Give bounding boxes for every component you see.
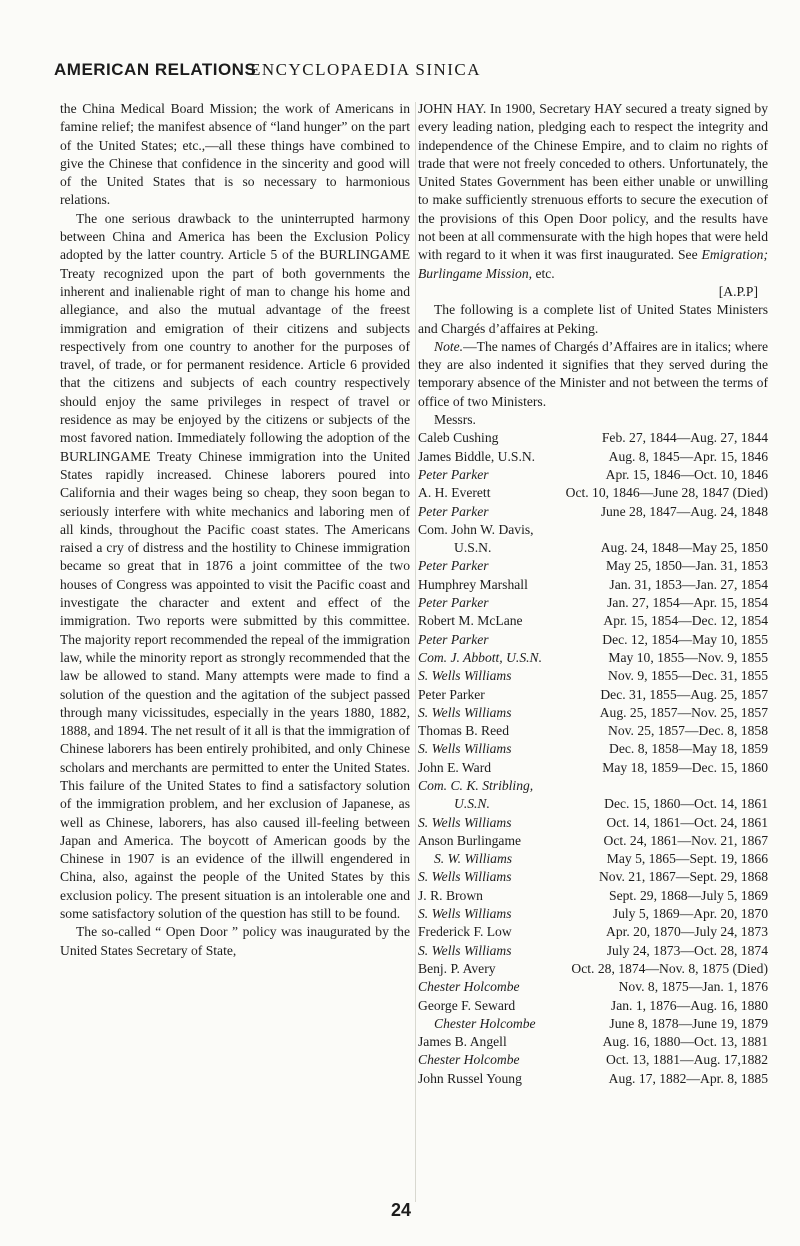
minister-row xyxy=(418,521,768,539)
minister-name: Peter Parker xyxy=(418,503,489,519)
minister-row xyxy=(418,850,768,868)
minister-row xyxy=(418,503,768,521)
minister-name: Peter Parker xyxy=(418,631,489,647)
minister-row xyxy=(418,868,768,886)
minister-name: James Biddle, U.S.N. xyxy=(418,448,536,464)
minister-row xyxy=(418,960,768,978)
minister-name: Frederick F. Low xyxy=(418,924,512,940)
minister-row xyxy=(418,832,768,850)
minister-dates: Dec. 12, 1854—May 10, 1855 xyxy=(602,631,768,647)
minister-name: S. Wells Williams xyxy=(418,942,512,958)
minister-row xyxy=(418,448,768,466)
minister-dates: Aug. 16, 1880—Oct. 13, 1881 xyxy=(602,1034,768,1050)
minister-row xyxy=(418,704,768,722)
minister-name: Anson Burlingame xyxy=(418,832,522,848)
minister-row xyxy=(418,594,768,612)
minister-dates: June 8, 1878—June 19, 1879 xyxy=(609,1015,768,1031)
minister-row xyxy=(418,466,768,484)
left-paragraph-1: the China Medical Board Mission; the work of Americans in famine relief; the manifest absence of “land hunger” on the part of the United States; etc.,—all these things have combined to give the Chinese that confidence in the sincerity and good will of the United States that is so necessary to harmonious relations. xyxy=(60,101,410,208)
author-signature: [A.P.P] xyxy=(718,283,758,299)
minister-name: S. Wells Williams xyxy=(418,906,512,922)
minister-name: U.S.N. xyxy=(454,540,492,556)
minister-name: S. Wells Williams xyxy=(418,814,512,830)
minister-name: John Russel Young xyxy=(418,1070,522,1086)
right-paragraph-1 xyxy=(418,100,768,283)
minister-dates: May 18, 1859—Dec. 15, 1860 xyxy=(602,759,768,775)
minister-dates: Oct. 10, 1846—June 28, 1847 (Died) xyxy=(565,485,768,501)
minister-name: Thomas B. Reed xyxy=(418,723,509,739)
minister-dates: Feb. 27, 1844—Aug. 27, 1844 xyxy=(601,430,768,446)
john-hay-lead: JOHN HAY. xyxy=(418,101,487,116)
messrs-label: Messrs. xyxy=(434,412,476,428)
open-door-text: In 1900, Secretary HAY secured a treaty signed by every leading nation, pledging each to respect the integrity and independence of the Chinese Empire, and to claim no rights of trade that were not freely conceded to others. Unfortunately, the United States Government has been either unable or unwilling to make sufficiently strenuous efforts to secure the execution of the provisions of this Open Door policy, and the results have not been at all commensurate with the high hopes that were held with regard to it when it was first inaugurated. xyxy=(418,101,768,263)
minister-row xyxy=(418,612,768,630)
minister-row xyxy=(418,1070,768,1088)
minister-row xyxy=(418,576,768,594)
minister-dates: Dec. 15, 1860—Oct. 14, 1861 xyxy=(604,796,768,812)
minister-row xyxy=(418,649,768,667)
minister-dates: Sept. 29, 1868—July 5, 1869 xyxy=(609,887,768,903)
minister-dates: June 28, 1847—Aug. 24, 1848 xyxy=(600,503,768,519)
minister-row xyxy=(418,686,768,704)
minister-row xyxy=(418,667,768,685)
minister-row xyxy=(418,814,768,832)
minister-dates: Jan. 31, 1853—Jan. 27, 1854 xyxy=(609,576,768,592)
minister-name: Peter Parker xyxy=(418,466,489,482)
see-label: See xyxy=(674,247,702,263)
minister-name: S. W. Williams xyxy=(434,851,513,867)
minister-row xyxy=(418,539,768,557)
minister-dates: May 5, 1865—Sept. 19, 1866 xyxy=(606,851,768,867)
see-references: Emigration; Burlingame Mission, xyxy=(418,247,768,281)
page-number: 24 xyxy=(390,1200,412,1220)
minister-dates: Oct. 28, 1874—Nov. 8, 1875 (Died) xyxy=(571,960,768,976)
minister-name: S. Wells Williams xyxy=(418,668,512,684)
minister-name: S. Wells Williams xyxy=(418,704,512,720)
minister-name: A. H. Everett xyxy=(418,485,491,501)
minister-row xyxy=(418,777,768,795)
left-paragraph-2: The one serious drawback to the uninterrupted harmony between China and America has been the Exclusion Policy adopted by the latter country. Article 5 of the BURLINGAME Treaty recognized upon the part of both governments the inherent and inalienable right of man to change his home and allegiance, and also the mutual advantage of the freest immigration and emigration of their citizens and subjects respectively from one country to another for the purposes of travel, of trade, or for permanent residence. Article 6 provided that the citizens and subjects of each country respectively should enjoy the same privileges in respect of travel or residence as may be enjoyed by the citizens or subjects of the most favored nation. Immediately following the adoption of the BURLINGAME Treaty Chinese immigration into the United States rapidly increased. Chinese laborers poured into California and their wages being so cheap, they soon began to seriously interfere with white mechanics and laboring men of all kinds, throughout the Pacific coast states. The Americans raised a cry of distress and the hostility to Chinese immigration became so great that in 1876 a joint committee of the two houses of Congress was appointed to visit the Pacific coast and investigate the character and extent and effect of the immigration. Two reports were submitted by this committee. The majority report recommended the repeal of the immigration law, while the minority report as strongly recommended that the law be allowed to stand. Many attempts were made to find a solution of the question and the agitation of the subject passed through many vicissitudes, especially in the years 1880, 1882, 1888, and 1894. The net result of it all is that the immigration of Chinese laborers has been entirely prohibited, and only Chinese scholars and merchants are permitted to enter the United States. This failure of the United States to find a satisfactory solution of the immigration problem, and her exclusion of Japanese, as well as Chinese, laborers, has also caused ill-feeling between Japan and America. The boycott of American goods by the Chinese in 1907 is an evidence of the illwill engendered in China, also, against the people of the United States by this exclusion policy. The present situation is an intolerable one and some satisfactory solution of the question has still to be found. xyxy=(60,210,410,922)
running-header xyxy=(54,60,754,84)
minister-row xyxy=(418,722,768,740)
minister-name: Robert M. McLane xyxy=(418,613,523,629)
minister-name: Peter Parker xyxy=(418,558,489,574)
left-column xyxy=(60,100,410,960)
section-title: AMERICAN RELATIONS xyxy=(54,60,257,79)
minister-dates: Oct. 13, 1881—Aug. 17,1882 xyxy=(606,1052,768,1068)
minister-name: Caleb Cushing xyxy=(418,430,499,446)
minister-row xyxy=(418,795,768,813)
minister-name: Peter Parker xyxy=(418,686,485,702)
minister-row xyxy=(418,887,768,905)
minister-name: Chester Holcombe xyxy=(418,979,520,995)
minister-dates: July 5, 1869—Apr. 20, 1870 xyxy=(612,906,768,922)
minister-dates: Aug. 17, 1882—Apr. 8, 1885 xyxy=(608,1070,768,1086)
minister-dates: Apr. 20, 1870—July 24, 1873 xyxy=(606,924,768,940)
minister-name: Com. John W. Davis, xyxy=(418,521,534,537)
minister-name: Chester Holcombe xyxy=(434,1015,536,1031)
minister-dates: May 10, 1855—Nov. 9, 1855 xyxy=(608,649,768,665)
minister-dates: Jan. 1, 1876—Aug. 16, 1880 xyxy=(610,997,768,1013)
minister-row xyxy=(418,429,768,447)
minister-row xyxy=(418,1015,768,1033)
minister-dates: Jan. 27, 1854—Apr. 15, 1854 xyxy=(607,595,768,611)
minister-dates: Nov. 25, 1857—Dec. 8, 1858 xyxy=(608,723,768,739)
minister-dates: Dec. 31, 1855—Aug. 25, 1857 xyxy=(600,686,768,702)
minister-name: Com. J. Abbott, U.S.N. xyxy=(418,649,542,665)
minister-name: Peter Parker xyxy=(418,595,489,611)
minister-dates: May 25, 1850—Jan. 31, 1853 xyxy=(606,558,768,574)
note-text: —The names of Chargés d’Affaires are in italics; where they are also indented it signifies that they served during the temporary absence of the Minister and not between the terms of office of two Ministers. xyxy=(418,338,768,409)
ministers-list xyxy=(418,429,768,1088)
minister-name: James B. Angell xyxy=(418,1034,507,1050)
minister-row xyxy=(418,905,768,923)
minister-row xyxy=(418,484,768,502)
list-note xyxy=(418,338,768,411)
minister-name: J. R. Brown xyxy=(418,887,483,903)
minister-row xyxy=(418,557,768,575)
column-divider xyxy=(415,102,416,1202)
minister-name: Humphrey Marshall xyxy=(418,576,528,592)
left-paragraph-3: The so-called “ Open Door ” policy was inaugurated by the United States Secretary of State, xyxy=(60,924,410,958)
publication-title: ENCYCLOPAEDIA SINICA xyxy=(250,60,482,79)
minister-dates: Oct. 24, 1861—Nov. 21, 1867 xyxy=(603,832,768,848)
minister-dates: Apr. 15, 1854—Dec. 12, 1854 xyxy=(603,613,768,629)
minister-dates: Aug. 24, 1848—May 25, 1850 xyxy=(600,540,768,556)
minister-row xyxy=(418,942,768,960)
right-column xyxy=(418,100,768,1088)
minister-row xyxy=(418,978,768,996)
minister-dates: Dec. 8, 1858—May 18, 1859 xyxy=(609,741,768,757)
minister-dates: Nov. 8, 1875—Jan. 1, 1876 xyxy=(618,979,768,995)
minister-row xyxy=(418,923,768,941)
minister-name: John E. Ward xyxy=(418,759,492,775)
minister-dates: July 24, 1873—Oct. 28, 1874 xyxy=(606,942,768,958)
list-intro: The following is a complete list of United States Ministers and Chargés d’affaires at Peking. xyxy=(418,302,768,336)
note-label: Note. xyxy=(434,338,464,354)
minister-name: Chester Holcombe xyxy=(418,1052,520,1068)
minister-row xyxy=(418,1033,768,1051)
minister-row xyxy=(418,759,768,777)
see-tail: etc. xyxy=(532,265,555,281)
minister-name: U.S.N. xyxy=(454,796,490,812)
minister-dates: Aug. 8, 1845—Apr. 15, 1846 xyxy=(608,448,768,464)
minister-row xyxy=(418,1051,768,1069)
minister-row xyxy=(418,740,768,758)
minister-dates: Oct. 14, 1861—Oct. 24, 1861 xyxy=(606,814,768,830)
minister-dates: Apr. 15, 1846—Oct. 10, 1846 xyxy=(605,466,768,482)
minister-dates: Nov. 9, 1855—Dec. 31, 1855 xyxy=(608,668,768,684)
minister-name: George F. Seward xyxy=(418,997,516,1013)
minister-row xyxy=(418,631,768,649)
minister-dates: Nov. 21, 1867—Sept. 29, 1868 xyxy=(598,869,768,885)
minister-name: Benj. P. Avery xyxy=(418,960,496,976)
minister-name: Com. C. K. Stribling, xyxy=(418,777,534,793)
minister-name: S. Wells Williams xyxy=(418,869,512,885)
minister-name: S. Wells Williams xyxy=(418,741,512,757)
minister-dates: Aug. 25, 1857—Nov. 25, 1857 xyxy=(599,704,768,720)
minister-row xyxy=(418,997,768,1015)
